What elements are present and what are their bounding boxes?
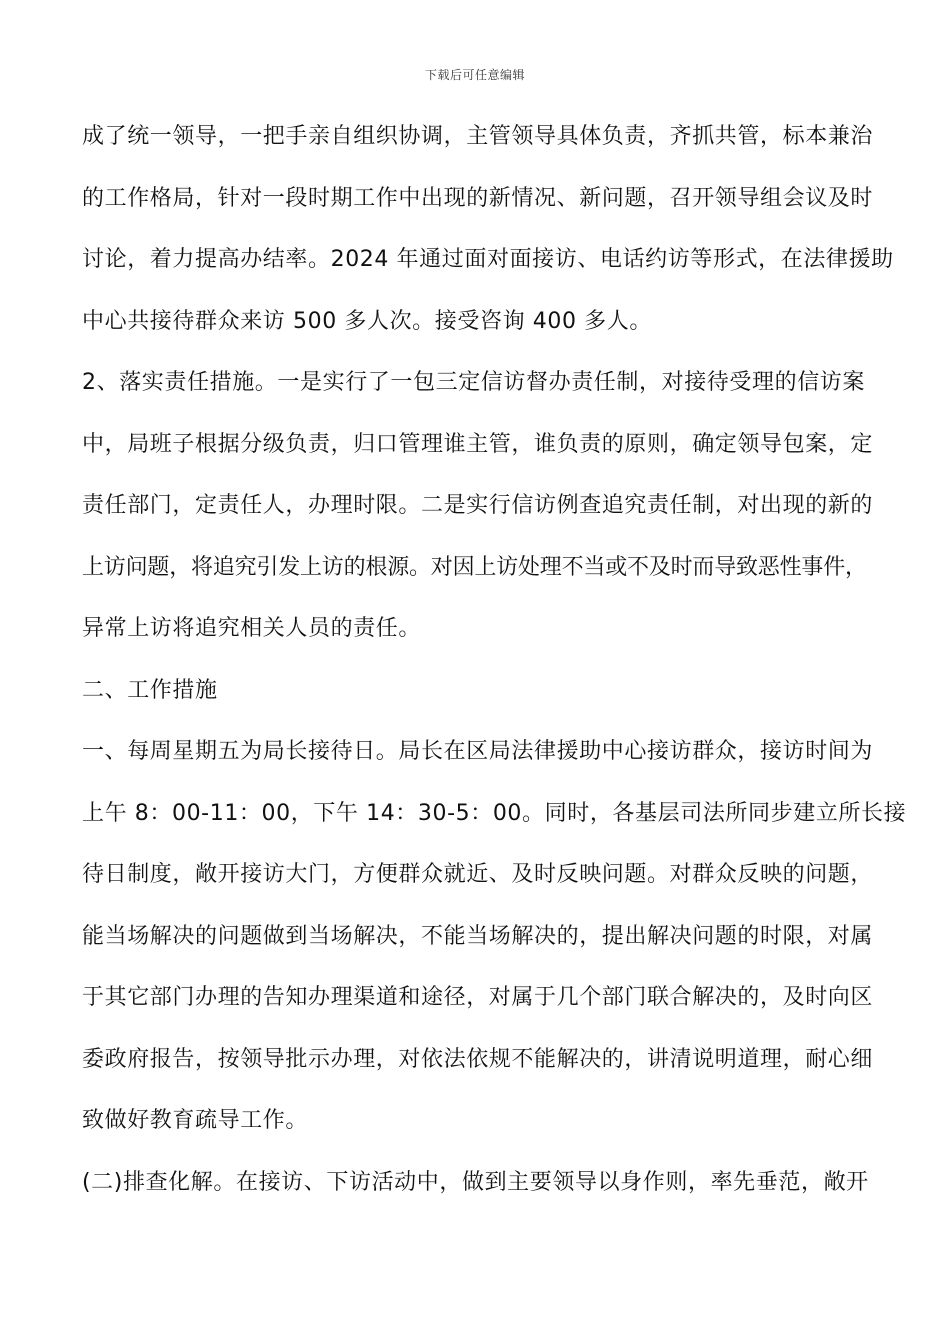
paragraph-line: 上访问题，将追究引发上访的根源。对因上访处理不当或不及时而导致恶性事件，: [82, 554, 867, 580]
paragraph-line: 中心共接待群众来访 500 多人次。接受咨询 400 多人。: [82, 308, 652, 334]
paragraph-line: 中，局班子根据分级负责，归口管理谁主管，谁负责的原则，确定领导包案，定: [82, 431, 874, 457]
paragraph-line: 一、每周星期五为局长接待日。局长在区局法律援助中心接访群众，接访时间为: [82, 739, 874, 764]
paragraph-line: 讨论，着力提高办结率。2024 年通过面对面接访、电话约访等形式，在法律援助: [82, 247, 894, 272]
paragraph-line: 上午 8：00-11：00，下午 14：30-5：00。同时，各基层司法所同步建立所长接: [82, 800, 907, 826]
paragraph-line: 于其它部门办理的告知办理渠道和途径，对属于几个部门联合解决的，及时向区: [82, 985, 874, 1010]
paragraph-line: 致做好教育疏导工作。: [82, 1108, 309, 1133]
paragraph-line: 的工作格局，针对一段时期工作中出现的新情况、新问题，召开领导组会议及时: [82, 185, 874, 211]
document-body: [82, 114, 907, 1221]
paragraph-line: 2、落实责任措施。一是实行了一包三定信访督办责任制，对接待受理的信访案: [82, 370, 865, 395]
paragraph-line: 责任部门，定责任人，办理时限。二是实行信访例查追究责任制，对出现的新的: [82, 493, 874, 518]
header-note: 下载后可任意编辑: [424, 68, 525, 82]
paragraph-line: 能当场解决的问题做到当场解决，不能当场解决的，提出解决问题的时限，对属: [82, 923, 874, 949]
section-heading: 二、工作措施: [82, 677, 218, 703]
paragraph-line: 委政府报告，按领导批示办理，对依法依规不能解决的，讲清说明道理，耐心细: [82, 1046, 874, 1072]
paragraph-line: (二)排查化解。在接访、下访活动中，做到主要领导以身作则，率先垂范，敞开: [82, 1169, 869, 1195]
paragraph-line: 成了统一领导，一把手亲自组织协调，主管领导具体负责，齐抓共管，标本兼治: [82, 124, 874, 149]
paragraph-line: 异常上访将追究相关人员的责任。: [82, 616, 422, 641]
paragraph-line: 待日制度，敞开接访大门，方便群众就近、及时反映问题。对群众反映的问题，: [82, 862, 874, 887]
